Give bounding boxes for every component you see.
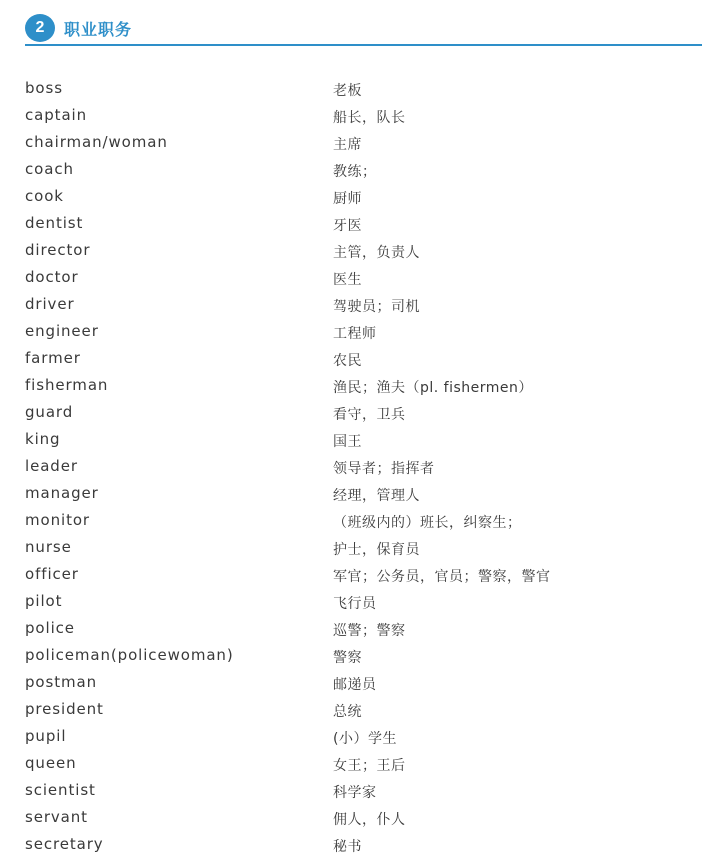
vocab-row: [25, 831, 705, 858]
english-word: pupil: [25, 727, 67, 745]
chinese-meaning: 飞行员: [333, 596, 377, 612]
chinese-meaning: 工程师: [333, 326, 377, 342]
english-word: nurse: [25, 538, 72, 556]
english-word: queen: [25, 754, 77, 772]
vocab-row: [25, 561, 705, 588]
chinese-meaning: 佣人，仆人: [333, 812, 406, 828]
chinese-meaning: 看守，卫兵: [333, 407, 406, 423]
vocab-row: [25, 291, 705, 318]
english-word: king: [25, 430, 61, 448]
chinese-meaning: 领导者；指挥者: [333, 461, 435, 477]
chinese-meaning: 女王；王后: [333, 758, 406, 774]
vocab-row: [25, 183, 705, 210]
english-word: manager: [25, 484, 99, 502]
chinese-meaning: 主席: [333, 137, 362, 153]
vocab-row: [25, 156, 705, 183]
chinese-meaning: 警察: [333, 650, 362, 666]
section-number-badge: 2: [25, 14, 55, 42]
vocab-row: [25, 669, 705, 696]
english-word: policeman(policewoman): [25, 646, 234, 664]
chinese-meaning: 国王: [333, 434, 362, 450]
chinese-meaning: 秘书: [333, 839, 362, 855]
vocab-row: [25, 372, 705, 399]
english-word: chairman/woman: [25, 133, 168, 151]
english-word: engineer: [25, 322, 99, 340]
chinese-meaning: 总统: [333, 704, 362, 720]
vocab-row: [25, 804, 705, 831]
vocab-row: [25, 750, 705, 777]
english-word: driver: [25, 295, 75, 313]
vocab-row: [25, 507, 705, 534]
chinese-meaning: 巡警；警察: [333, 623, 406, 639]
chinese-meaning: 医生: [333, 272, 362, 288]
section-header: [25, 14, 702, 46]
english-word: officer: [25, 565, 79, 583]
vocab-row: [25, 696, 705, 723]
chinese-meaning: 护士，保育员: [333, 542, 420, 558]
english-word: secretary: [25, 835, 104, 853]
english-word: police: [25, 619, 75, 637]
chinese-meaning: (小）学生: [333, 731, 397, 747]
vocab-row: [25, 615, 705, 642]
vocab-row: [25, 480, 705, 507]
english-word: captain: [25, 106, 88, 124]
chinese-meaning: 主管，负责人: [333, 245, 420, 261]
chinese-meaning: 邮递员: [333, 677, 377, 693]
chinese-meaning: 老板: [333, 83, 362, 99]
chinese-meaning: 军官；公务员，官员；警察，警官: [333, 569, 551, 585]
english-word: scientist: [25, 781, 96, 799]
english-word: servant: [25, 808, 88, 826]
english-word: cook: [25, 187, 64, 205]
chinese-meaning: 农民: [333, 353, 362, 369]
vocabulary-list: [25, 75, 705, 858]
vocab-row: [25, 210, 705, 237]
chinese-meaning: 驾驶员；司机: [333, 299, 420, 315]
english-word: president: [25, 700, 104, 718]
vocab-row: [25, 777, 705, 804]
english-word: boss: [25, 79, 63, 97]
vocab-row: [25, 399, 705, 426]
vocab-row: [25, 534, 705, 561]
chinese-meaning: 经理，管理人: [333, 488, 420, 504]
vocab-row: [25, 642, 705, 669]
header-divider: [25, 44, 702, 46]
chinese-meaning: 牙医: [333, 218, 362, 234]
english-word: pilot: [25, 592, 63, 610]
vocab-row: [25, 129, 705, 156]
vocab-row: [25, 237, 705, 264]
vocab-row: [25, 102, 705, 129]
vocab-row: [25, 318, 705, 345]
english-word: dentist: [25, 214, 84, 232]
chinese-meaning: 船长，队长: [333, 110, 406, 126]
english-word: farmer: [25, 349, 81, 367]
chinese-meaning: 教练；: [333, 164, 377, 180]
vocab-row: [25, 453, 705, 480]
vocab-row: [25, 426, 705, 453]
chinese-meaning: 科学家: [333, 785, 377, 801]
vocab-row: [25, 723, 705, 750]
chinese-meaning: 厨师: [333, 191, 362, 207]
vocab-row: [25, 588, 705, 615]
english-word: leader: [25, 457, 78, 475]
english-word: doctor: [25, 268, 79, 286]
vocab-row: [25, 75, 705, 102]
english-word: coach: [25, 160, 74, 178]
english-word: guard: [25, 403, 74, 421]
english-word: postman: [25, 673, 98, 691]
english-word: director: [25, 241, 91, 259]
english-word: monitor: [25, 511, 90, 529]
section-title: 职业职务: [64, 20, 133, 39]
english-word: fisherman: [25, 376, 109, 394]
vocab-row: [25, 264, 705, 291]
chinese-meaning: 渔民；渔夫（pl. fishermen）: [333, 380, 533, 396]
vocab-row: [25, 345, 705, 372]
chinese-meaning: （班级内的）班长，纠察生；: [333, 515, 522, 531]
